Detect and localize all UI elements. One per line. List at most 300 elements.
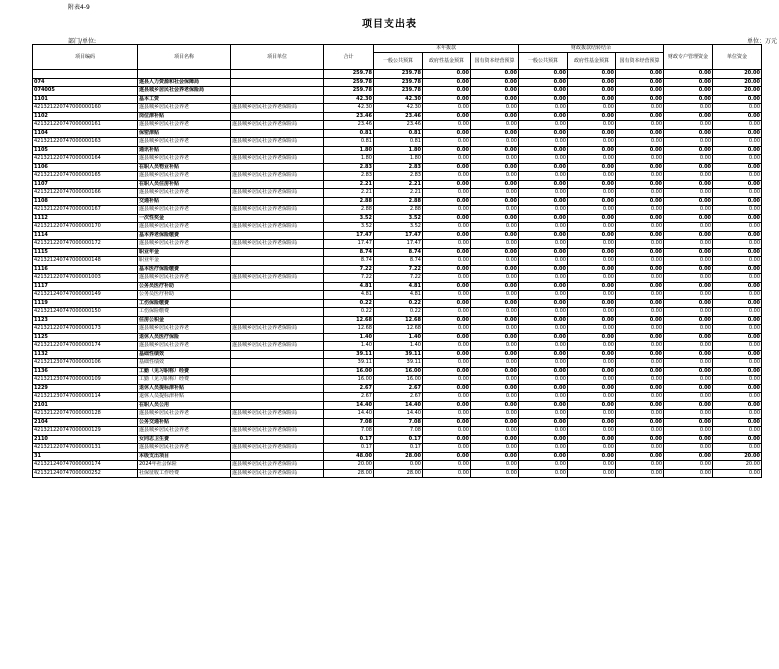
cell-code: 421321220747000001003 — [33, 274, 138, 283]
table-row — [33, 350, 762, 359]
cell-amount: 0.00 — [713, 231, 762, 240]
cell-amount: 0.00 — [664, 333, 713, 342]
cell-amount: 0.00 — [713, 384, 762, 393]
cell-amount: 0.00 — [568, 333, 616, 342]
cell-amount: 0.00 — [713, 163, 762, 172]
cell-amount: 0.00 — [423, 308, 471, 317]
cell-amount: 0.00 — [568, 189, 616, 198]
cell-unit — [231, 393, 324, 402]
cell-amount: 0.00 — [519, 384, 568, 393]
cell-amount: 0.00 — [568, 265, 616, 274]
cell-amount: 0.00 — [519, 112, 568, 121]
cell-amount: 0.00 — [664, 163, 713, 172]
cell-amount: 0.00 — [471, 325, 519, 334]
cell-amount: 0.00 — [664, 104, 713, 113]
cell-amount: 0.00 — [519, 189, 568, 198]
cell-name: 公务交通补贴 — [138, 418, 231, 427]
cell-amount: 0.00 — [471, 350, 519, 359]
cell-amount: 0.00 — [519, 138, 568, 147]
cell-amount: 0.00 — [664, 197, 713, 206]
cell-amount: 0.00 — [423, 359, 471, 368]
cell-code: 1101 — [33, 95, 138, 104]
cell-amount: 0.00 — [568, 452, 616, 461]
cell-unit — [231, 257, 324, 266]
cell-amount: 4.81 — [324, 282, 374, 291]
cell-unit — [231, 87, 324, 96]
cell-name: 女同志卫生费 — [138, 435, 231, 444]
cell-amount: 8.74 — [374, 257, 423, 266]
cell-amount: 0.00 — [568, 393, 616, 402]
cell-amount: 0.00 — [616, 163, 664, 172]
cell-amount: 7.08 — [374, 427, 423, 436]
cell-amount: 0.00 — [664, 444, 713, 453]
cell-amount: 0.00 — [568, 350, 616, 359]
cell-amount: 8.74 — [374, 248, 423, 257]
cell-amount: 0.00 — [616, 189, 664, 198]
cell-name: 退休人员提标津补贴 — [138, 393, 231, 402]
cell-amount: 0.00 — [423, 282, 471, 291]
cell-amount: 0.00 — [471, 265, 519, 274]
cell-amount: 0.00 — [616, 104, 664, 113]
cell-amount: 0.00 — [664, 325, 713, 334]
cell-unit: 遂县城乡居民社会养老保险局 — [231, 138, 324, 147]
table-row — [33, 112, 762, 121]
cell-amount: 0.00 — [568, 121, 616, 130]
cell-amount: 0.00 — [423, 163, 471, 172]
cell-amount: 0.00 — [423, 206, 471, 215]
cell-name: 基本工资 — [138, 95, 231, 104]
cell-unit — [231, 418, 324, 427]
cell-amount: 0.00 — [423, 469, 471, 478]
cell-unit — [231, 350, 324, 359]
cell-amount: 0.00 — [713, 240, 762, 249]
cell-amount: 0.00 — [568, 427, 616, 436]
table-row — [33, 206, 762, 215]
cell-amount: 0.00 — [664, 138, 713, 147]
cell-amount: 0.00 — [713, 427, 762, 436]
cell-amount: 0.00 — [423, 155, 471, 164]
cell-amount: 28.00 — [374, 469, 423, 478]
cell-amount: 0.00 — [664, 78, 713, 87]
cell-code: 1112 — [33, 214, 138, 223]
cell-amount: 0.00 — [519, 469, 568, 478]
cell-code: 421321220747000000174 — [33, 342, 138, 351]
cell-amount: 0.00 — [423, 189, 471, 198]
cell-amount: 0.00 — [713, 418, 762, 427]
cell-amount: 0.00 — [616, 206, 664, 215]
cell-amount: 0.00 — [471, 70, 519, 79]
header-cy-soe: 国有资本经营预算 — [471, 53, 519, 70]
table-row — [33, 333, 762, 342]
cell-amount: 0.00 — [471, 452, 519, 461]
cell-name: 遂县城乡居民社会养老 — [138, 342, 231, 351]
cell-amount: 7.22 — [324, 265, 374, 274]
cell-amount: 0.00 — [713, 359, 762, 368]
cell-amount: 0.00 — [471, 316, 519, 325]
cell-amount: 0.00 — [616, 367, 664, 376]
cell-amount: 1.80 — [374, 146, 423, 155]
cell-code: 421321220747000000163 — [33, 138, 138, 147]
cell-unit — [231, 384, 324, 393]
cell-amount: 0.00 — [616, 197, 664, 206]
cell-amount: 0.00 — [423, 427, 471, 436]
table-row — [33, 189, 762, 198]
cell-amount: 0.00 — [423, 138, 471, 147]
cell-amount: 0.00 — [519, 104, 568, 113]
cell-name: 通讯补贴 — [138, 146, 231, 155]
cell-amount: 0.00 — [568, 129, 616, 138]
cell-amount: 0.00 — [471, 418, 519, 427]
cell-amount: 0.00 — [568, 138, 616, 147]
cell-amount: 0.00 — [519, 444, 568, 453]
cell-amount: 0.00 — [423, 418, 471, 427]
cell-amount: 7.08 — [324, 418, 374, 427]
cell-unit: 遂县城乡居民社会养老保险局 — [231, 461, 324, 470]
cell-amount: 0.00 — [664, 257, 713, 266]
cell-unit: 遂县城乡居民社会养老保险局 — [231, 223, 324, 232]
cell-amount: 0.00 — [616, 469, 664, 478]
cell-unit — [231, 146, 324, 155]
cell-unit — [231, 231, 324, 240]
cell-amount: 0.00 — [519, 248, 568, 257]
cell-amount: 0.00 — [616, 180, 664, 189]
cell-code: 1119 — [33, 299, 138, 308]
cell-amount: 0.00 — [616, 121, 664, 130]
cell-amount: 0.00 — [664, 189, 713, 198]
cell-amount: 20.00 — [713, 70, 762, 79]
cell-code: 421321220747000000160 — [33, 104, 138, 113]
cell-amount: 0.00 — [664, 469, 713, 478]
cell-amount: 17.47 — [324, 240, 374, 249]
cell-amount: 16.00 — [374, 367, 423, 376]
cell-unit — [231, 214, 324, 223]
cell-amount: 0.00 — [519, 461, 568, 470]
cell-amount: 0.00 — [423, 146, 471, 155]
cell-unit — [231, 112, 324, 121]
cell-amount: 0.17 — [374, 435, 423, 444]
cell-amount: 0.00 — [713, 223, 762, 232]
table-row — [33, 418, 762, 427]
cell-amount: 17.47 — [374, 240, 423, 249]
cell-amount: 0.00 — [664, 223, 713, 232]
cell-amount: 20.00 — [713, 87, 762, 96]
cell-unit — [231, 452, 324, 461]
cell-amount: 0.00 — [471, 104, 519, 113]
cell-amount: 0.00 — [713, 401, 762, 410]
cell-amount: 0.00 — [616, 350, 664, 359]
header-unit: 项目单位 — [231, 45, 324, 70]
cell-amount: 0.00 — [568, 384, 616, 393]
cell-amount: 0.00 — [664, 393, 713, 402]
cell-amount: 0.00 — [664, 129, 713, 138]
cell-amount: 0.00 — [423, 401, 471, 410]
cell-amount: 0.00 — [519, 376, 568, 385]
cell-unit: 遂县城乡居民社会养老保险局 — [231, 274, 324, 283]
cell-amount: 23.46 — [324, 121, 374, 130]
cell-amount: 239.78 — [374, 78, 423, 87]
cell-amount: 0.00 — [519, 316, 568, 325]
cell-unit — [231, 129, 324, 138]
cell-name: 本级支出项目 — [138, 452, 231, 461]
cell-unit — [231, 78, 324, 87]
cell-amount: 0.00 — [519, 367, 568, 376]
cell-amount: 0.00 — [471, 410, 519, 419]
cell-amount: 0.00 — [713, 299, 762, 308]
cell-unit: 遂县城乡居民社会养老保险局 — [231, 189, 324, 198]
table-row — [33, 359, 762, 368]
cell-amount: 0.00 — [423, 223, 471, 232]
cell-amount: 0.00 — [664, 350, 713, 359]
cell-code: 1229 — [33, 384, 138, 393]
cell-code: 421321220747000000166 — [33, 189, 138, 198]
cell-amount: 0.00 — [519, 325, 568, 334]
cell-code: 1107 — [33, 180, 138, 189]
cell-unit — [231, 308, 324, 317]
cell-amount: 0.00 — [519, 427, 568, 436]
cell-code: 421321220747000000131 — [33, 444, 138, 453]
cell-amount: 1.40 — [324, 333, 374, 342]
cell-amount: 0.00 — [471, 274, 519, 283]
cell-amount: 0.00 — [664, 299, 713, 308]
cell-unit — [231, 299, 324, 308]
cell-amount: 0.00 — [664, 452, 713, 461]
cell-amount: 0.00 — [471, 189, 519, 198]
table-row — [33, 435, 762, 444]
cell-amount: 3.52 — [324, 223, 374, 232]
cell-code: 421321230747000000114 — [33, 393, 138, 402]
cell-amount: 2.21 — [324, 189, 374, 198]
cell-amount: 0.00 — [519, 206, 568, 215]
cell-amount: 0.00 — [568, 308, 616, 317]
cell-amount: 0.00 — [568, 231, 616, 240]
cell-amount: 0.00 — [423, 172, 471, 181]
cell-amount: 4.81 — [324, 291, 374, 300]
cell-amount: 3.52 — [324, 214, 374, 223]
cell-amount: 0.00 — [664, 146, 713, 155]
cell-unit: 遂县城乡居民社会养老保险局 — [231, 410, 324, 419]
cell-amount: 0.00 — [616, 444, 664, 453]
cell-amount: 0.00 — [471, 129, 519, 138]
table-row — [33, 172, 762, 181]
cell-amount: 0.00 — [616, 70, 664, 79]
cell-amount: 0.00 — [471, 87, 519, 96]
cell-amount: 0.00 — [568, 367, 616, 376]
cell-amount: 0.00 — [519, 333, 568, 342]
cell-code: 1105 — [33, 146, 138, 155]
cell-amount: 0.00 — [616, 146, 664, 155]
cell-amount: 0.00 — [423, 325, 471, 334]
table-row — [33, 308, 762, 317]
cell-amount: 0.00 — [713, 172, 762, 181]
cell-name: 遂县城乡居民社会养老 — [138, 189, 231, 198]
table-row — [33, 214, 762, 223]
cell-amount: 0.00 — [616, 129, 664, 138]
table-row — [33, 461, 762, 470]
cell-name: 遂县城乡居民社会养老 — [138, 206, 231, 215]
cell-amount: 0.00 — [616, 435, 664, 444]
cell-name: 在职人员住房补贴 — [138, 180, 231, 189]
cell-amount: 0.00 — [568, 197, 616, 206]
cell-amount: 0.00 — [713, 342, 762, 351]
cell-amount: 0.00 — [713, 95, 762, 104]
cell-code: 074 — [33, 78, 138, 87]
cell-amount: 0.00 — [568, 87, 616, 96]
cell-amount: 0.00 — [568, 410, 616, 419]
cell-amount: 0.00 — [423, 291, 471, 300]
cell-amount: 0.00 — [423, 78, 471, 87]
cell-amount: 0.00 — [519, 146, 568, 155]
table-row — [33, 393, 762, 402]
cell-name: 遂县城乡居民社会养老 — [138, 223, 231, 232]
cell-code: 421321220747000000173 — [33, 325, 138, 334]
cell-amount: 3.52 — [374, 223, 423, 232]
table-row — [33, 257, 762, 266]
cell-amount: 0.00 — [664, 70, 713, 79]
cell-name: 遂县城乡居民社会养老 — [138, 427, 231, 436]
cell-code: 421321220747000000170 — [33, 223, 138, 232]
cell-amount: 0.00 — [423, 112, 471, 121]
cell-amount: 42.30 — [374, 104, 423, 113]
cell-amount: 0.00 — [519, 274, 568, 283]
cell-unit — [231, 197, 324, 206]
cell-amount: 0.00 — [713, 197, 762, 206]
cell-amount: 16.00 — [324, 376, 374, 385]
cell-amount: 0.00 — [568, 112, 616, 121]
cell-amount: 0.00 — [471, 333, 519, 342]
cell-amount: 0.00 — [471, 172, 519, 181]
cell-name: 遂县城乡居民社会养老 — [138, 138, 231, 147]
cell-amount: 0.00 — [471, 384, 519, 393]
cell-amount: 0.00 — [664, 248, 713, 257]
cell-amount: 0.00 — [423, 461, 471, 470]
cell-amount: 0.00 — [423, 452, 471, 461]
cell-amount: 2.83 — [324, 163, 374, 172]
cell-amount: 239.78 — [374, 70, 423, 79]
cell-code: 1136 — [33, 367, 138, 376]
cell-amount: 0.00 — [423, 342, 471, 351]
cell-amount: 0.00 — [471, 461, 519, 470]
cell-amount: 0.00 — [616, 452, 664, 461]
cell-amount: 0.00 — [471, 308, 519, 317]
cell-amount: 0.00 — [664, 376, 713, 385]
cell-amount: 0.00 — [568, 223, 616, 232]
cell-amount: 0.00 — [423, 444, 471, 453]
cell-amount: 0.00 — [713, 129, 762, 138]
cell-amount: 0.00 — [616, 325, 664, 334]
cell-name: 社保征收工作经费 — [138, 469, 231, 478]
table-row — [33, 87, 762, 96]
cell-unit: 遂县城乡居民社会养老保险局 — [231, 444, 324, 453]
cell-amount: 0.17 — [324, 444, 374, 453]
cell-amount: 0.00 — [664, 308, 713, 317]
cell-amount: 0.00 — [471, 367, 519, 376]
cell-amount: 0.00 — [423, 240, 471, 249]
cell-amount: 0.00 — [616, 223, 664, 232]
header-cy-general: 一般公共预算 — [374, 53, 423, 70]
cell-amount: 0.00 — [471, 299, 519, 308]
cell-amount: 0.00 — [471, 257, 519, 266]
cell-amount: 0.00 — [713, 138, 762, 147]
table-row — [33, 299, 762, 308]
cell-amount: 0.00 — [568, 376, 616, 385]
cell-unit — [231, 282, 324, 291]
cell-code: 1117 — [33, 282, 138, 291]
cell-name: 遂县城乡居民社会养老 — [138, 155, 231, 164]
cell-amount: 42.30 — [324, 95, 374, 104]
cell-amount: 0.00 — [568, 206, 616, 215]
cell-amount: 20.00 — [713, 452, 762, 461]
cell-amount: 4.81 — [374, 291, 423, 300]
cell-amount: 0.00 — [471, 376, 519, 385]
header-name: 项目名称 — [138, 45, 231, 70]
cell-name: 工伤保险缴费 — [138, 299, 231, 308]
cell-amount: 7.22 — [324, 274, 374, 283]
cell-name: 工伤保险缴费 — [138, 308, 231, 317]
cell-amount: 1.40 — [374, 342, 423, 351]
cell-amount: 28.00 — [324, 469, 374, 478]
cell-name: 遂县城乡居民社会养老 — [138, 172, 231, 181]
header-carryover: 财政拨款结转结余 — [519, 45, 664, 53]
cell-amount: 2.21 — [374, 189, 423, 198]
cell-amount: 0.00 — [616, 274, 664, 283]
table-row — [33, 248, 762, 257]
cell-name: 公务员医疗补助 — [138, 282, 231, 291]
cell-amount: 0.00 — [713, 325, 762, 334]
cell-amount: 0.00 — [568, 274, 616, 283]
cell-name: 退休人员提标津补贴 — [138, 384, 231, 393]
cell-amount: 0.00 — [519, 418, 568, 427]
table-row — [33, 401, 762, 410]
table-row — [33, 231, 762, 240]
cell-amount: 0.81 — [324, 138, 374, 147]
project-expenditure-table — [32, 44, 762, 478]
cell-code: 421321220747000000129 — [33, 427, 138, 436]
cell-code: 421321240747000000174 — [33, 461, 138, 470]
cell-amount: 0.00 — [423, 393, 471, 402]
cell-amount: 0.00 — [713, 393, 762, 402]
cell-amount: 0.00 — [423, 274, 471, 283]
cell-amount: 0.00 — [423, 231, 471, 240]
cell-amount: 0.00 — [568, 299, 616, 308]
cell-amount: 0.00 — [664, 435, 713, 444]
table-row — [33, 452, 762, 461]
cell-name: 遂县城乡居民社会养老 — [138, 121, 231, 130]
cell-amount: 0.00 — [664, 121, 713, 130]
cell-code: 421321230747000000106 — [33, 359, 138, 368]
cell-amount: 0.00 — [519, 223, 568, 232]
header-current-year: 本年拨款 — [374, 45, 519, 53]
cell-amount: 39.11 — [324, 359, 374, 368]
cell-amount: 0.00 — [664, 172, 713, 181]
cell-amount: 0.00 — [471, 121, 519, 130]
cell-code: 421321240747000000150 — [33, 308, 138, 317]
cell-amount: 3.52 — [374, 214, 423, 223]
cell-unit — [231, 180, 324, 189]
cell-amount: 0.00 — [664, 206, 713, 215]
cell-amount: 0.00 — [713, 282, 762, 291]
cell-amount: 0.00 — [519, 163, 568, 172]
cell-amount: 0.00 — [616, 138, 664, 147]
cell-amount: 0.00 — [519, 121, 568, 130]
cell-name: 一次性奖金 — [138, 214, 231, 223]
cell-name: 岗位津补贴 — [138, 112, 231, 121]
cell-amount: 0.00 — [616, 393, 664, 402]
cell-amount: 1.40 — [324, 342, 374, 351]
cell-amount: 0.00 — [616, 342, 664, 351]
cell-amount: 0.00 — [616, 265, 664, 274]
cell-amount: 0.00 — [713, 206, 762, 215]
cell-amount: 0.00 — [568, 214, 616, 223]
